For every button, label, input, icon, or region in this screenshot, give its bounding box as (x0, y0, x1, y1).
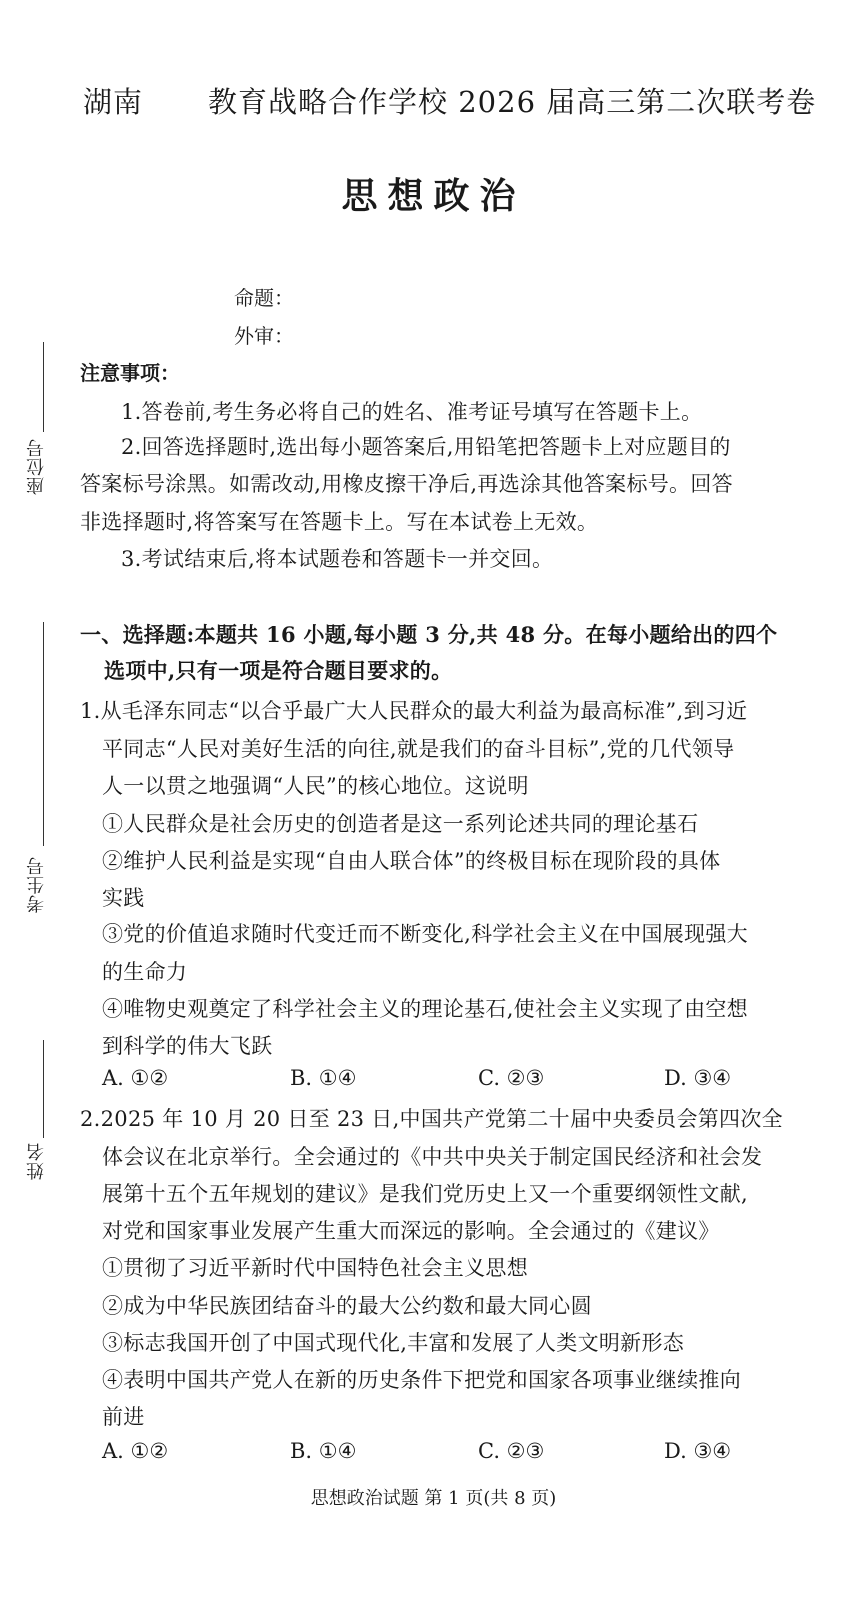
candidate-number-label: 考生号 (26, 856, 47, 913)
option-d[interactable]: D. ③④ (664, 1066, 732, 1090)
question-2-line: 2.2025 年 10 月 20 日至 23 日,中国共产党第二十届中央委员会第四次全 (80, 1107, 783, 1131)
question-1-choice-cont: 到科学的伟大飞跃 (102, 1034, 273, 1058)
question-1-choice-cont: 的生命力 (102, 960, 188, 984)
question-2-line: 展第十五个五年规划的建议》是我们党历史上又一个重要纲领性文献, (102, 1182, 748, 1206)
seat-number-line (43, 342, 44, 432)
seat-number-label: 座位号 (26, 438, 47, 495)
exam-region: 湖南 (83, 85, 144, 119)
option-b[interactable]: B. ①④ (290, 1066, 357, 1090)
subject-title: 思想政治 (341, 175, 526, 217)
notice-item: 非选择题时,将答案写在答题卡上。写在本试卷上无效。 (80, 510, 599, 534)
question-2-line: 体会议在北京举行。全会通过的《中共中央关于制定国民经济和社会发 (102, 1145, 763, 1169)
question-1-choice: ④唯物史观奠定了科学社会主义的理论基石,使社会主义实现了由空想 (102, 997, 748, 1021)
question-2-line: 对党和国家事业发展产生重大而深远的影响。全会通过的《建议》 (102, 1219, 720, 1243)
option-b[interactable]: B. ①④ (290, 1439, 357, 1463)
section-heading: 一、选择题:本题共 16 小题,每小题 3 分,共 48 分。在每小题给出的四个 (80, 622, 778, 647)
question-1-line: 1.从毛泽东同志“以合乎最广大人民群众的最大利益为最高标准”,到习近 (80, 699, 748, 723)
question-2-choice: ③标志我国开创了中国式现代化,丰富和发展了人类文明新形态 (102, 1331, 685, 1355)
question-1-line: 人一以贯之地强调“人民”的核心地位。这说明 (102, 774, 529, 798)
notice-heading: 注意事项： (80, 361, 180, 385)
page-footer: 思想政治试题 第 1 页(共 8 页) (310, 1488, 557, 1509)
notice-item: 答案标号涂黑。如需改动,用橡皮擦干净后,再选涂其他答案标号。回答 (80, 472, 733, 496)
question-1-line: 平同志“人民对美好生活的向往,就是我们的奋斗目标”,党的几代领导 (102, 737, 735, 761)
option-c[interactable]: C. ②③ (478, 1439, 545, 1463)
name-label: 姓名 (26, 1142, 47, 1180)
question-1-choice: ①人民群众是社会历史的创造者是这一系列论述共同的理论基石 (102, 812, 699, 836)
option-a[interactable]: A. ①② (102, 1439, 169, 1463)
question-1-choice-cont: 实践 (102, 886, 145, 910)
reviewer-label: 外审： (234, 324, 294, 348)
question-2-choice-cont: 前进 (102, 1405, 145, 1429)
option-c[interactable]: C. ②③ (478, 1066, 545, 1090)
option-a[interactable]: A. ①② (102, 1066, 169, 1090)
question-1-choice: ③党的价值追求随时代变迁而不断变化,科学社会主义在中国展现强大 (102, 922, 748, 946)
name-line (43, 1040, 44, 1138)
candidate-number-line (43, 622, 44, 846)
question-2-choice: ①贯彻了习近平新时代中国特色社会主义思想 (102, 1256, 528, 1280)
notice-item: 1.答卷前,考生务必将自己的姓名、准考证号填写在答题卡上。 (121, 400, 703, 424)
notice-item: 3.考试结束后,将本试题卷和答题卡一并交回。 (121, 547, 554, 571)
option-d[interactable]: D. ③④ (664, 1439, 732, 1463)
setter-label: 命题： (234, 286, 294, 310)
question-2-choice: ②成为中华民族团结奋斗的最大公约数和最大同心圆 (102, 1294, 592, 1318)
question-1-choice: ②维护人民利益是实现“自由人联合体”的终极目标在现阶段的具体 (102, 849, 721, 873)
exam-name: 教育战略合作学校 2026 届高三第二次联考卷 (208, 85, 817, 119)
question-2-choice: ④表明中国共产党人在新的历史条件下把党和国家各项事业继续推向 (102, 1368, 741, 1392)
section-heading-cont: 选项中,只有一项是符合题目要求的。 (104, 658, 453, 683)
notice-item: 2.回答选择题时,选出每小题答案后,用铅笔把答题卡上对应题目的 (121, 435, 731, 459)
